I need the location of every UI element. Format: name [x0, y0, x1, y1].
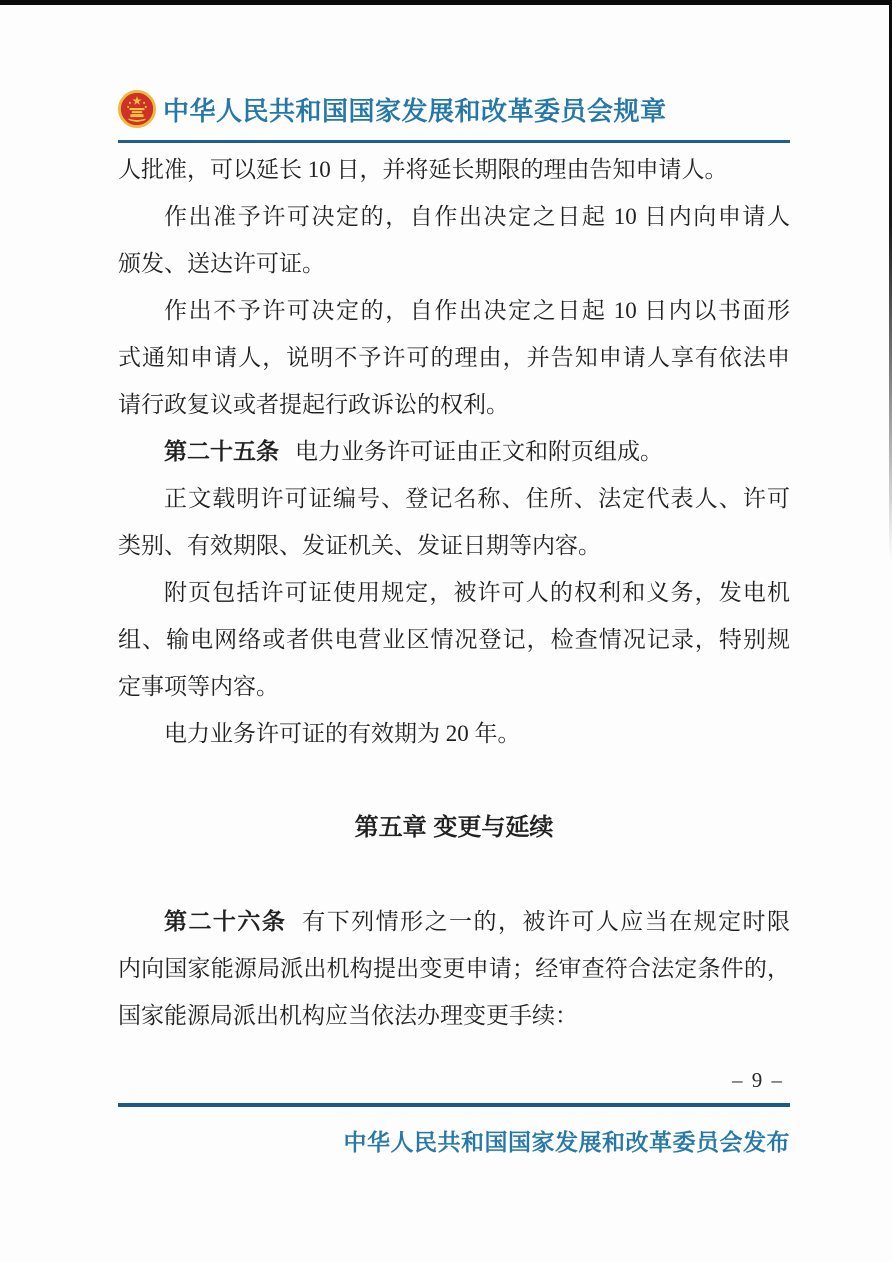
scan-top-border: [0, 0, 892, 5]
footer-divider-line: [118, 1103, 790, 1107]
body-line: 电力业务许可证的有效期为 20 年。: [164, 721, 521, 746]
body-spacer: [118, 851, 790, 898]
publisher-line: 中华人民共和国国家发展和改革委员会发布: [343, 1129, 790, 1155]
article-text: 电力业务许可证由正文和附页组成。: [295, 439, 663, 464]
body-line: 定事项等内容。: [118, 674, 279, 699]
body-line: 国家能源局派出机构应当依法办理变更手续：: [118, 1003, 578, 1028]
body-line: 附页包括许可证使用规定，被许可人的权利和义务，发电机: [164, 580, 790, 605]
article-number: 第二十五条: [164, 438, 279, 464]
body-line: 人批准，可以延长 10 日，并将延长期限的理由告知申请人。: [118, 157, 728, 182]
chapter-heading: 第五章 变更与延续: [354, 814, 554, 841]
body-line: 颁发、送达许可证。: [118, 251, 325, 276]
china-national-emblem-icon: [118, 90, 156, 128]
body-spacer: [118, 757, 790, 804]
article-number: 第二十六条: [164, 908, 287, 934]
body-line: 作出准予许可决定的，自作出决定之日起 10 日内向申请人: [164, 204, 790, 229]
article-line: [118, 428, 790, 475]
body-line: 组、输电网络或者供电营业区情况登记，检查情况记录，特别规: [118, 627, 790, 652]
article-text: 有下列情形之一的，被许可人应当在规定时限: [302, 909, 791, 934]
page-number: – 9 –: [732, 1068, 784, 1092]
body-line: 请行政复议或者提起行政诉讼的权利。: [118, 392, 509, 417]
header-divider-line: [118, 140, 790, 143]
document-header: [118, 90, 790, 128]
body-line: 作出不予许可决定的，自作出决定之日起 10 日内以书面形: [164, 298, 790, 323]
article-line: [118, 898, 790, 945]
body-line: 式通知申请人，说明不予许可的理由，并告知申请人享有依法申: [118, 345, 790, 370]
body-line: 正文载明许可证编号、登记名称、住所、法定代表人、许可: [164, 486, 790, 511]
document-header-title: 中华人民共和国国家发展和改革委员会规章: [163, 95, 667, 126]
body-line: 内向国家能源局派出机构提出变更申请；经审查符合法定条件的，: [118, 956, 790, 981]
document-body: [118, 146, 790, 1039]
body-line: 类别、有效期限、发证机关、发证日期等内容。: [118, 533, 601, 558]
